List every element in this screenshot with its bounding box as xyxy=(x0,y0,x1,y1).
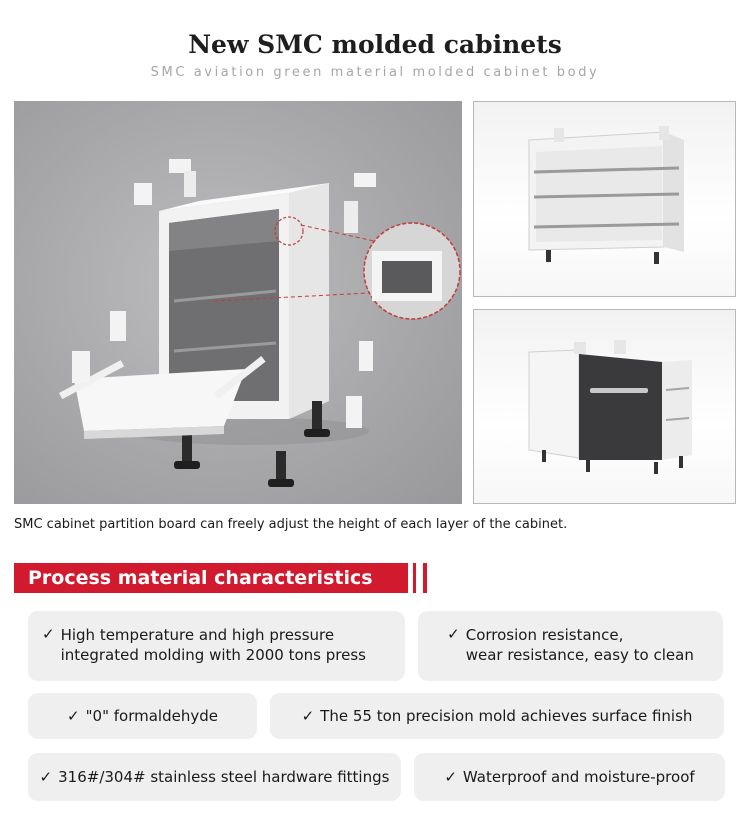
feature-card xyxy=(28,611,405,681)
feature-text: High temperature and high pressure integrated molding with 2000 tons press xyxy=(60,626,366,664)
assembled-cabinet-image xyxy=(473,309,736,504)
cabinet-frame-illustration xyxy=(474,102,736,297)
assembled-cabinet-illustration xyxy=(474,310,736,504)
check-icon: ✓ xyxy=(444,768,457,786)
page-subtitle: SMC aviation green material molded cabinet body xyxy=(150,65,600,80)
feature-card xyxy=(418,611,723,681)
section-accent-bar xyxy=(413,563,416,593)
feature-card xyxy=(270,693,724,739)
feature-card xyxy=(28,753,401,801)
feature-text: The 55 ton precision mold achieves surface finish xyxy=(320,707,693,725)
check-icon: ✓ xyxy=(42,625,55,643)
cabinet-frame-image xyxy=(473,101,736,297)
check-icon: ✓ xyxy=(39,768,53,786)
check-icon: ✓ xyxy=(447,625,460,643)
feature-card xyxy=(28,693,257,739)
check-icon: ✓ xyxy=(67,707,80,725)
exploded-cabinet-illustration xyxy=(14,101,462,504)
page-title: New SMC molded cabinets xyxy=(188,30,562,59)
feature-card xyxy=(414,753,725,801)
feature-text: Corrosion resistance, wear resistance, easy to clean xyxy=(465,626,694,664)
image-caption: SMC cabinet partition board can freely adjust the height of each layer of the cabinet. xyxy=(14,517,568,532)
exploded-cabinet-image xyxy=(14,101,462,504)
feature-text: Waterproof and moisture-proof xyxy=(462,768,695,786)
check-icon: ✓ xyxy=(301,707,315,725)
feature-text: "0" formaldehyde xyxy=(85,707,218,725)
feature-text: 316#/304# stainless steel hardware fittings xyxy=(58,768,390,786)
section-title: Process material characteristics xyxy=(14,563,408,593)
section-accent-bar xyxy=(423,563,427,593)
